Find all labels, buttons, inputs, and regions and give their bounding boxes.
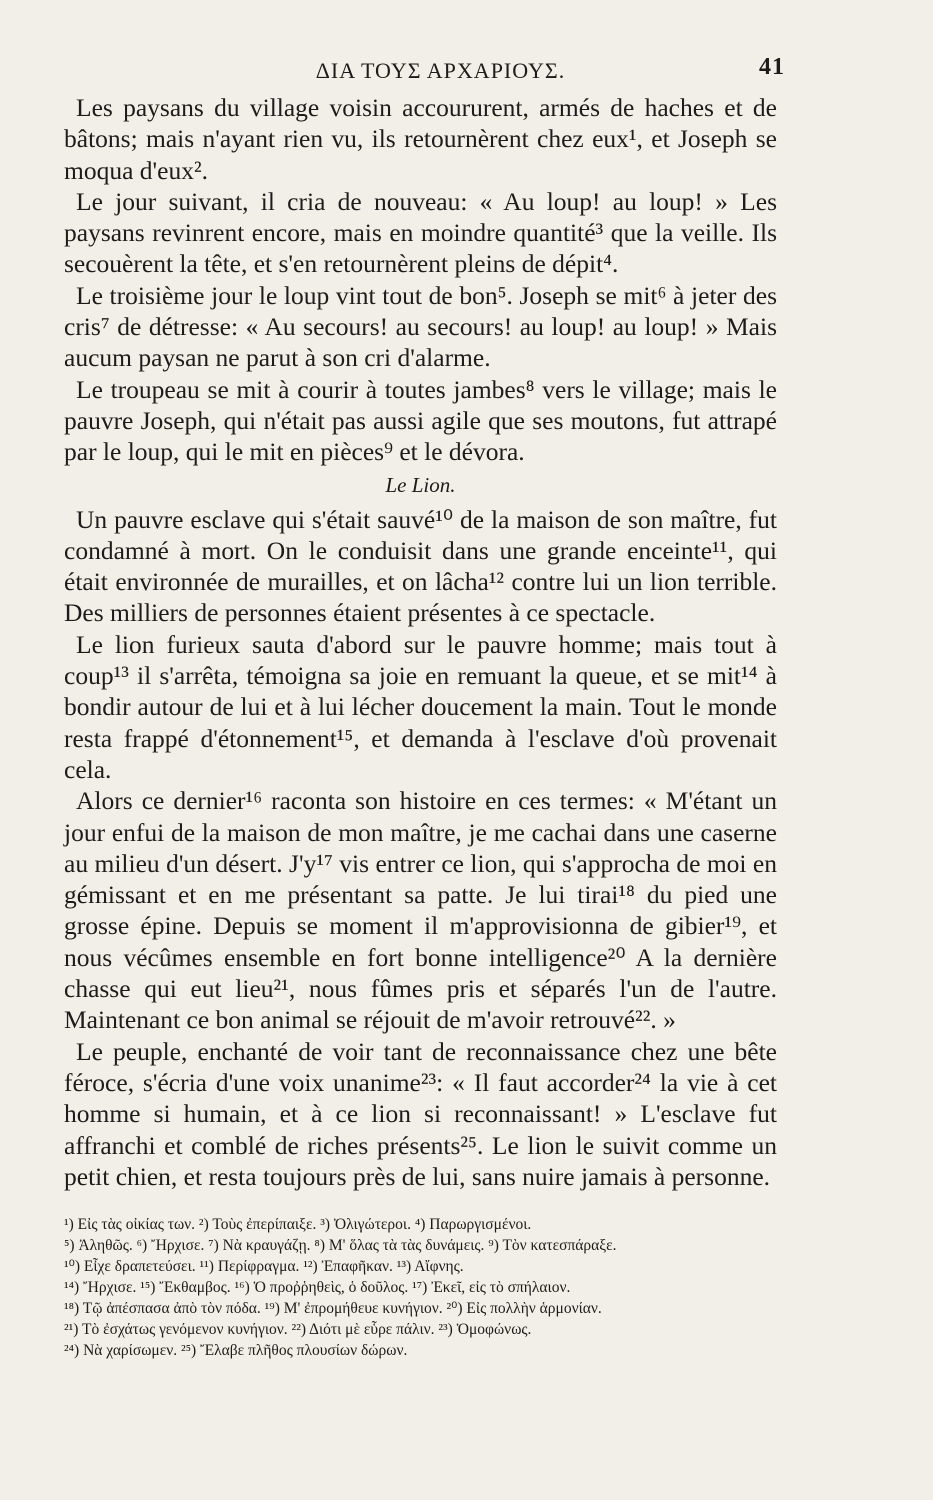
footnotes bbox=[64, 1214, 777, 1361]
paragraph: Alors ce dernier¹⁶ raconta son histoire en ces termes: « M'étant un jour enfui de la maison de mon maître, je me cachai dans une caserne au milieu d'un désert. J'y¹⁷ vis entrer ce lion, qui s'approcha de moi en gémissant et en me présentant sa patte. Je lui tirai¹⁸ du pied une grosse épine. Depuis se moment il m'approvisionna de gibier¹⁹, et nous vécûmes ensemble en fort bonne intelligence²⁰ A la dernière chasse qui eut lieu²¹, nous fûmes pris et séparés l'un de l'autre. Maintenant ce bon animal se réjouit de m'avoir retrouvé²². » bbox=[64, 786, 777, 1035]
footnote-line: ¹) Εἰς τὰς οἰκίας των. ²) Τοὺς ἐπερίπαιξε. ³) Ὀλιγώτεροι. ⁴) Παρωργισμένοι. bbox=[64, 1216, 532, 1234]
page-header bbox=[64, 48, 785, 92]
paragraph: Le peuple, enchanté de voir tant de reconnaissance chez une bête féroce, s'écria d'une voix unanime²³: « Il faut accorder²⁴ la vie à cet homme si humain, et à ce lion si reconnaissant! » L'esclave fut affranchi et comblé de riches présents²⁵. Le lion le suivit comme un petit chien, et resta toujours près de lui, sans nuire jamais à personne. bbox=[64, 1036, 777, 1191]
running-title: ΔΙΑ ΤΟΥΣ ΑΡΧΑΡΙΟΥΣ. bbox=[315, 58, 566, 83]
main-text bbox=[64, 92, 777, 1192]
section-title: Le Lion. bbox=[385, 472, 456, 497]
paragraph: Un pauvre esclave qui s'était sauvé¹⁰ de la maison de son maître, fut condamné à mort. On le conduisit dans une grande enceinte¹¹, qui était environnée de murailles, et on lâcha¹² contre lui un lion terrible. Des milliers de personnes étaient présentes à ce spectacle. bbox=[64, 504, 777, 628]
footnote-line: ¹⁸) Τῷ ἀπέσπασα ἀπὸ τὸν πόδα. ¹⁹) Μ' ἐπρομήθευε κυνήγιον. ²⁰) Εἰς πολλὴν ἁρμονίαν. bbox=[64, 1300, 602, 1318]
footnote-line: ⁵) Ἀληθῶς. ⁶) Ἤρχισε. ⁷) Νὰ κραυγάζῃ. ⁸) Μ' ὅλας τὰ τὰς δυνάμεις. ⁹) Τὸν κατεσπάραξε. bbox=[64, 1237, 617, 1255]
paragraph: Le lion furieux sauta d'abord sur le pauvre homme; mais tout à coup¹³ il s'arrêta, témoigna sa joie en remuant la queue, et se mit¹⁴ à bondir autour de lui et à lui lécher doucement la main. Tout le monde resta frappé d'étonnement¹⁵, et demanda à l'esclave d'où provenait cela. bbox=[64, 629, 777, 784]
paragraph: Le jour suivant, il cria de nouveau: « Au loup! au loup! » Les paysans revinrent encore, mais en moindre quantité³ que la veille. Ils secouèrent la tête, et s'en retournèrent pleins de dépit⁴. bbox=[64, 186, 777, 279]
paragraph: Les paysans du village voisin accoururent, armés de haches et de bâtons; mais n'ayant rien vu, ils retournèrent chez eux¹, et Joseph se moqua d'eux². bbox=[64, 93, 777, 185]
page-number: 41 bbox=[759, 54, 785, 80]
paragraph: Le troupeau se mit à courir à toutes jambes⁸ vers le village; mais le pauvre Joseph, qui n'était pas aussi agile que ses moutons, fut attrapé par le loup, qui le mit en pièces⁹ et le dévora. bbox=[64, 374, 777, 467]
footnote-line: ¹⁴) Ἤρχισε. ¹⁵) Ἔκθαμβος. ¹⁶) Ὁ προῤῥηθεὶς, ὁ δοῦλος. ¹⁷) Ἐκεῖ, εἰς τὸ σπήλαιον. bbox=[64, 1279, 571, 1297]
footnote-line: ²⁴) Νὰ χαρίσωμεν. ²⁵) Ἔλαβε πλῆθος πλουσίων δώρων. bbox=[64, 1342, 408, 1360]
footnote-line: ¹⁰) Εἶχε δραπετεύσει. ¹¹) Περίφραγμα. ¹²) Ἐπαφῆκαν. ¹³) Αἴφνης. bbox=[64, 1258, 464, 1276]
footnote-line: ²¹) Τὸ ἐσχάτως γενόμενον κυνήγιον. ²²) Διότι μὲ εὗρε πάλιν. ²³) Ὁμοφώνως. bbox=[64, 1321, 532, 1339]
paragraph: Le troisième jour le loup vint tout de bon⁵. Joseph se mit⁶ à jeter des cris⁷ de détresse: « Au secours! au secours! au loup! au loup! » Mais aucum paysan ne parut à son cri d'alarme. bbox=[64, 280, 777, 373]
